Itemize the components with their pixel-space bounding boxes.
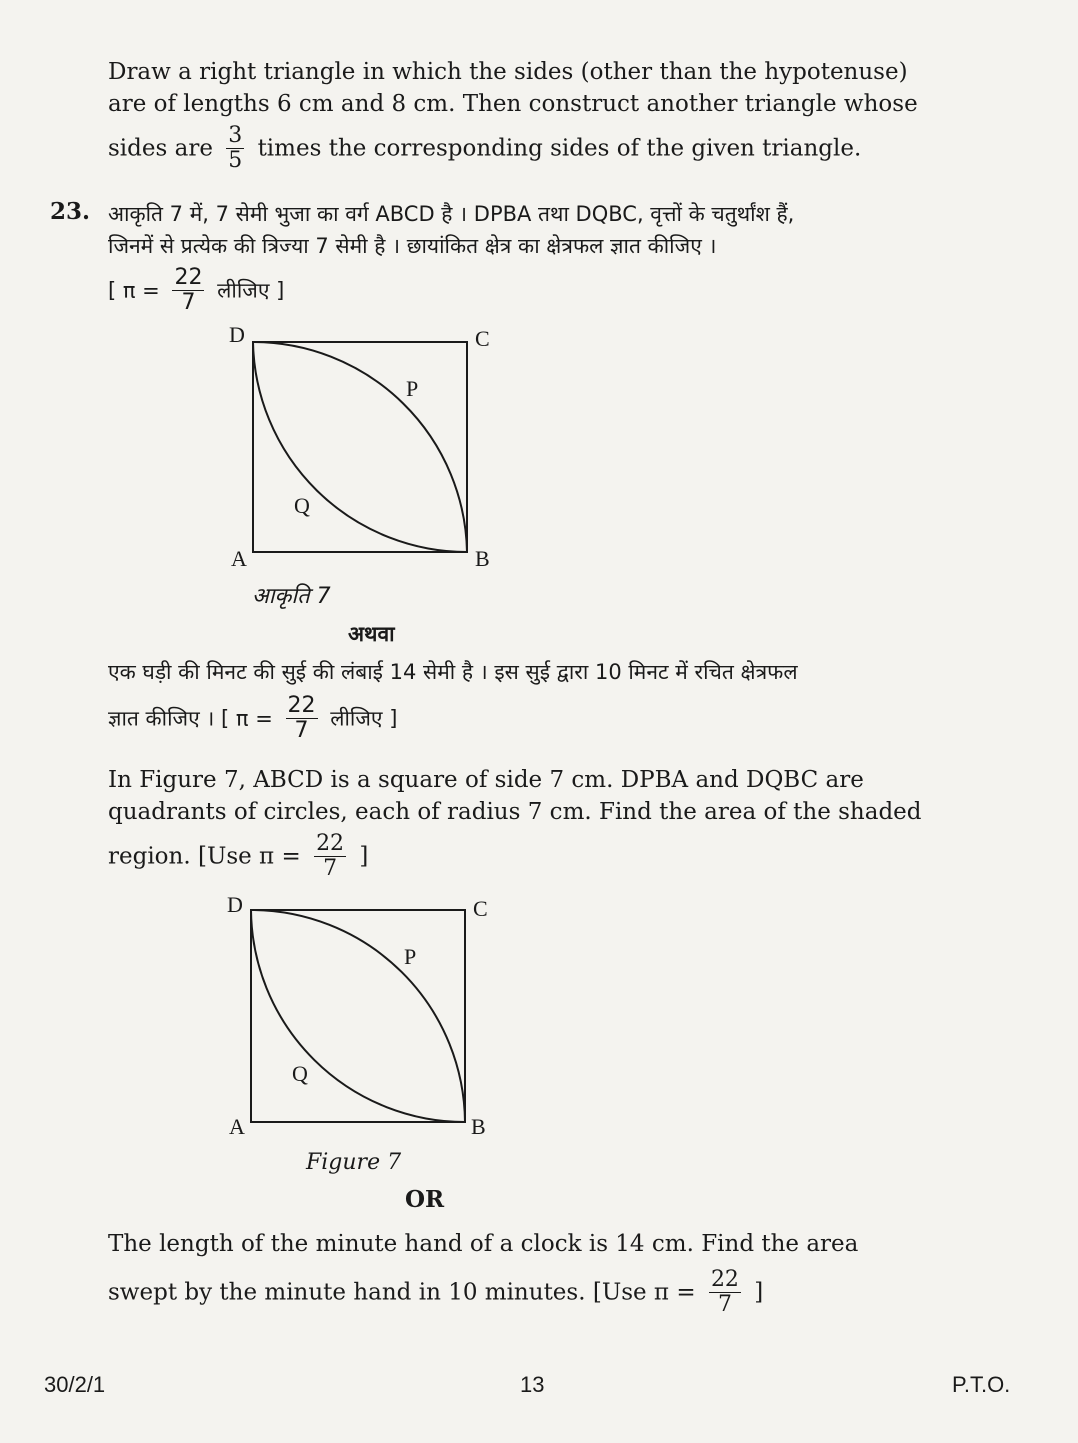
label-b-en: B <box>471 1114 486 1139</box>
hindi-pi-num: 22 <box>174 265 203 290</box>
en-alt-post: ] <box>754 1279 764 1306</box>
en-pi-fraction <box>314 832 346 881</box>
hindi-alt-den: 7 <box>294 718 309 743</box>
arc-dpb <box>253 342 467 552</box>
square-abcd-en <box>251 910 465 1122</box>
q22-fraction <box>226 124 244 173</box>
or-hindi: अथवा <box>348 622 395 646</box>
paper-code: 30/2/1 <box>44 1372 106 1397</box>
label-c: C <box>475 326 490 351</box>
q23-hindi-pi-note <box>108 266 284 315</box>
hindi-pi-pre: [ π = <box>108 278 160 303</box>
q23-number: 23. <box>50 198 91 225</box>
arc-dqb <box>253 342 467 552</box>
label-a: A <box>231 546 247 571</box>
label-d: D <box>229 322 245 347</box>
en-line-1: In Figure 7, ABCD is a square of side 7 cm. DPBA and DQBC are <box>108 767 864 793</box>
en-alt-den: 7 <box>717 1292 732 1317</box>
hindi-pi-fraction <box>172 266 204 315</box>
q22-fraction-den: 5 <box>228 148 243 173</box>
label-a-en: A <box>229 1114 245 1139</box>
label-d-en: D <box>227 892 243 917</box>
en-line-3-post: ] <box>359 843 369 870</box>
en-alt-fraction <box>709 1268 741 1317</box>
arc-dpb-en <box>251 910 465 1122</box>
hindi-alt-line-2 <box>108 694 397 743</box>
page-number: 13 <box>520 1372 545 1397</box>
label-p-en: P <box>404 944 417 969</box>
hindi-alt-num: 22 <box>287 693 316 718</box>
arc-dqb-en <box>251 910 465 1122</box>
figure-7-hindi <box>225 320 505 580</box>
shaded-region-hatching-en <box>257 908 457 1124</box>
q22-line-3-pre: sides are <box>108 135 213 162</box>
en-alt-num: 22 <box>710 1267 739 1292</box>
en-pi-den: 7 <box>323 856 338 881</box>
hindi-alt-fraction <box>286 694 318 743</box>
en-line-3 <box>108 832 368 881</box>
en-line-3-pre: region. [Use π = <box>108 843 301 870</box>
hindi-pi-den: 7 <box>181 290 196 315</box>
figure-7-english <box>225 888 505 1148</box>
label-b: B <box>475 546 490 571</box>
label-c-en: C <box>473 896 488 921</box>
q22-line-3 <box>108 124 861 173</box>
q22-line-3-post: times the corresponding sides of the given triangle. <box>257 135 862 162</box>
hindi-alt-line-1: एक घड़ी की मिनट की सुई की लंबाई 14 सेमी है । इस सुई द्वारा 10 मिनट में रचित क्षेत्रफल <box>108 660 798 684</box>
en-alt-pre: swept by the minute hand in 10 minutes. [Use π = <box>108 1279 696 1306</box>
en-line-2: quadrants of circles, each of radius 7 cm. Find the area of the shaded <box>108 799 922 825</box>
figure-caption-hindi: आकृति 7 <box>252 584 331 609</box>
en-pi-num: 22 <box>316 831 345 856</box>
en-alt-line-1: The length of the minute hand of a clock is 14 cm. Find the area <box>108 1231 859 1257</box>
q22-line-1: Draw a right triangle in which the sides (other than the hypotenuse) <box>108 59 908 85</box>
en-alt-line-2 <box>108 1268 763 1317</box>
label-q: Q <box>294 493 310 518</box>
or-en: OR <box>405 1186 445 1213</box>
q22-fraction-num: 3 <box>228 123 243 148</box>
hindi-alt-post: लीजिए ] <box>330 706 398 731</box>
label-q-en: Q <box>292 1061 308 1086</box>
q22-line-2: are of lengths 6 cm and 8 cm. Then construct another triangle whose <box>108 91 918 117</box>
hindi-alt-pre: ज्ञात कीजिए । [ π = <box>108 706 273 731</box>
hindi-pi-post: लीजिए ] <box>217 278 285 303</box>
label-p: P <box>406 376 419 401</box>
q23-hindi-line-2: जिनमें से प्रत्येक की त्रिज्या 7 सेमी है । छायांकित क्षेत्र का क्षेत्रफल ज्ञात कीजिए । <box>108 234 717 258</box>
q23-hindi-line-1: आकृति 7 में, 7 सेमी भुजा का वर्ग ABCD है । DPBA तथा DQBC, वृत्तों के चतुर्थांश हैं, <box>108 202 795 226</box>
pto-marker: P.T.O. <box>952 1372 1011 1397</box>
square-abcd <box>253 342 467 552</box>
figure-caption-en: Figure 7 <box>306 1150 402 1175</box>
